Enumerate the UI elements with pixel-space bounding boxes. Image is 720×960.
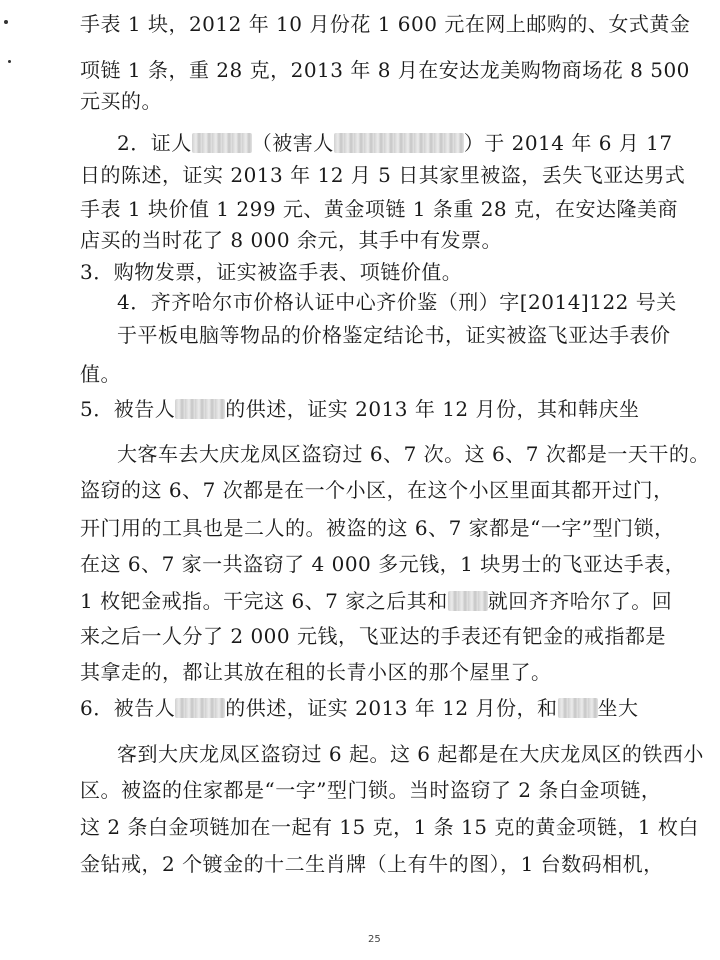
- text-line: 于平板电脑等物品的价格鉴定结论书，证实被盗飞亚达手表价: [117, 323, 671, 347]
- redacted-name: [192, 133, 252, 153]
- text-segment: 6．被告人: [80, 696, 176, 720]
- text-line: 店买的当时花了 8 000 余元，其手中有发票。: [80, 228, 502, 252]
- text-line: 盗窃的这 6、7 次都是在一个小区，在这个小区里面其都开过门，: [80, 478, 674, 502]
- scan-speck: [8, 60, 11, 63]
- text-line: 其拿走的，都让其放在租的长青小区的那个屋里了。: [80, 660, 552, 684]
- text-segment: 2．证人: [117, 131, 192, 155]
- text-line: 开门用的工具也是二人的。被盗的这 6、7 家都是“一字”型门锁，: [80, 516, 675, 540]
- text-segment: 1 枚钯金戒指。干完这 6、7 家之后其和: [80, 589, 448, 613]
- page-number: 25: [368, 934, 381, 945]
- text-line: 大客车去大庆龙凤区盗窃过 6、7 次。这 6、7 次都是一天干的。: [117, 442, 710, 466]
- text-line: [80, 587, 672, 615]
- scan-speck: [4, 20, 8, 24]
- paragraph-5-first-line: [80, 395, 640, 423]
- text-line: 项链 1 条，重 28 克，2013 年 8 月在安达龙美购物商场花 8 500: [80, 58, 690, 82]
- text-segment: 5．被告人: [80, 397, 176, 421]
- redacted-name: [334, 133, 464, 153]
- paragraph-2-first-line: [117, 129, 673, 157]
- text-line: 这 2 条白金项链加在一起有 15 克，1 条 15 克的黄金项链，1 枚白: [80, 815, 699, 839]
- redacted-name: [558, 698, 598, 718]
- text-line: 值。: [80, 362, 121, 386]
- text-line: 元买的。: [80, 89, 162, 113]
- redacted-name: [448, 591, 488, 611]
- text-line: 手表 1 块，2012 年 10 月份花 1 600 元在网上邮购的、女式黄金: [80, 12, 691, 36]
- text-segment: 坐大: [597, 696, 639, 720]
- text-segment: 的供述，证实 2013 年 12 月份，其和韩庆坐: [225, 397, 640, 421]
- text-line: 金钻戒，2 个镀金的十二生肖牌（上有牛的图），1 台数码相机，: [80, 852, 664, 876]
- text-segment: （被害人: [251, 131, 334, 155]
- text-segment: 就回齐齐哈尔了。回: [487, 589, 673, 613]
- paragraph-6-first-line: [80, 694, 639, 722]
- redacted-name: [175, 698, 225, 718]
- text-line: 日的陈述，证实 2013 年 12 月 5 日其家里被盗，丢失飞亚达男式: [80, 163, 686, 187]
- text-segment: 的供述，证实 2013 年 12 月份，和: [225, 696, 558, 720]
- text-segment: ）于 2014 年 6 月 17: [463, 131, 673, 155]
- paragraph-3: 3．购物发票，证实被盗手表、项链价值。: [80, 260, 463, 284]
- text-line: 来之后一人分了 2 000 元钱，飞亚达的手表还有钯金的戒指都是: [80, 624, 666, 648]
- text-line: 客到大庆龙凤区盗窃过 6 起。这 6 起都是在大庆龙凤区的铁西小: [117, 742, 704, 766]
- text-line: 在这 6、7 家一共盗窃了 4 000 多元钱，1 块男士的飞亚达手表，: [80, 552, 686, 576]
- paragraph-4-first-line: 4．齐齐哈尔市价格认证中心齐价鉴（刑）字[2014]122 号关: [117, 290, 677, 314]
- text-line: 区。被盗的住家都是“一字”型门锁。当时盗窃了 2 条白金项链，: [80, 778, 662, 802]
- text-line: 手表 1 块价值 1 299 元、黄金项链 1 条重 28 克，在安达隆美商: [80, 197, 679, 221]
- redacted-name: [175, 399, 225, 419]
